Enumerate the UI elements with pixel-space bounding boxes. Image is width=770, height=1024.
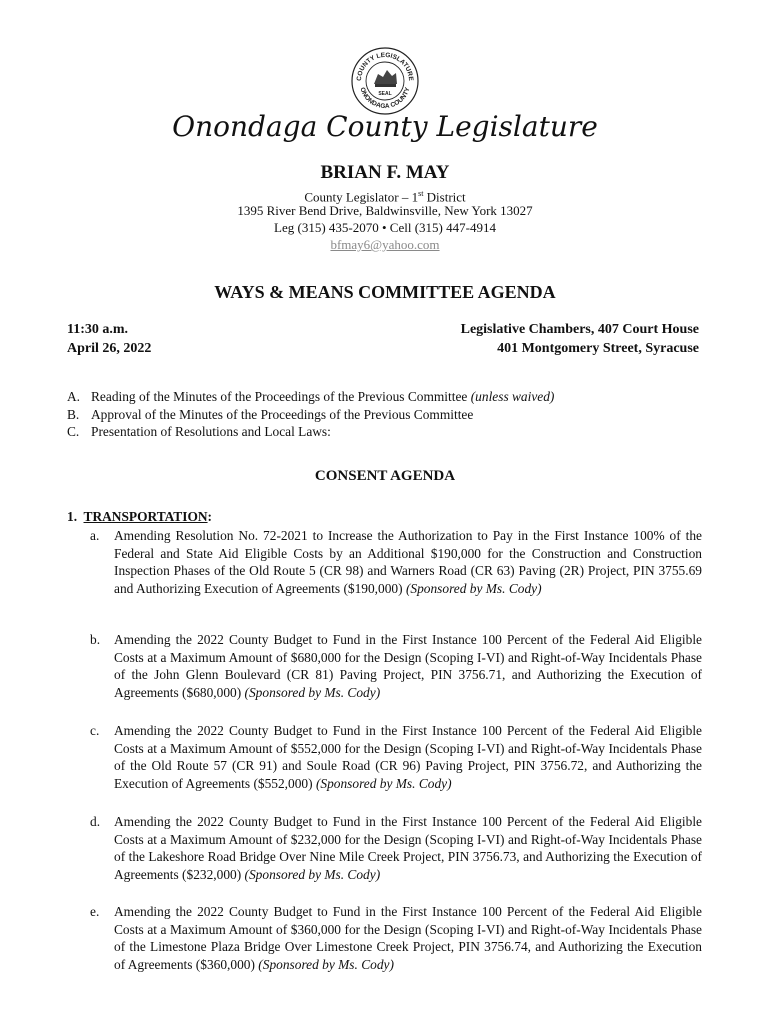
legislator-name: BRIAN F. MAY <box>320 162 450 183</box>
procedure-text: Reading of the Minutes of the Proceedings of the Previous Committee <box>91 389 471 404</box>
item-text: Amending Resolution No. 72-2021 to Increase the Authorization to Pay in the First Instance 100% of the Federal and State Aid Eligible Costs by an Additional $190,000 for the Construction and Construction Inspection Phases of the Old Route 5 (CR 98) and Warners Road (CR 63) Paving (2R) Project, PIN 3755.69 and Authorizing Execution of Agreements ($190,000) <box>114 528 702 596</box>
procedure-note: (unless waived) <box>470 389 555 404</box>
item-sponsor: (Sponsored by Ms. Cody) <box>405 580 542 596</box>
procedure-list <box>67 388 554 441</box>
item-sponsor: (Sponsored by Ms. Cody) <box>258 956 394 972</box>
role-suffix: District <box>423 189 466 205</box>
county-seal-logo <box>350 46 420 116</box>
section-transportation-heading <box>67 509 212 525</box>
consent-agenda-heading: CONSENT AGENDA <box>314 468 456 484</box>
agenda-item <box>90 813 702 883</box>
svg-text:ONONDAGA COUNTY: ONONDAGA COUNTY <box>358 86 412 111</box>
meeting-location <box>461 320 699 358</box>
section-number: 1. <box>67 509 78 524</box>
item-text: Amending the 2022 County Budget to Fund in the First Instance 100 Percent of the Federal Aid Eligible Costs at a Maximum Amount of $680,000 for the Design (Scoping I-VI) and Right-of-Way Incidentals Phase of the John Glenn Boulevard (CR 81) Paving Project, PIN 3756.71, and Authorizing the Execution of Agreements ($680,000) <box>114 632 702 700</box>
item-sponsor: (Sponsored by Ms. Cody) <box>244 684 381 700</box>
procedure-item <box>67 406 554 424</box>
item-text: Amending the 2022 County Budget to Fund in the First Instance 100 Percent of the Federal Aid Eligible Costs at a Maximum Amount of $552,000 for the Design (Scoping I-VI) and Right-of-Way Incidentals Phase of the Old Route 57 (CR 91) and Soule Road (CR 96) Paving Project, PIN 3756.72, and Authorizing the Execution of Agreements ($552,000) <box>114 723 702 791</box>
section-title: TRANSPORTATION <box>83 509 208 524</box>
item-letter: a. <box>90 528 100 543</box>
procedure-item <box>67 388 554 406</box>
legislator-phones: Leg (315) 435-2070 • Cell (315) 447-4914 <box>274 220 496 235</box>
item-letter: d. <box>90 814 101 829</box>
meeting-date: April 26, 2022 <box>67 341 152 356</box>
item-text: Amending the 2022 County Budget to Fund in the First Instance 100 Percent of the Federal Aid Eligible Costs at a Maximum Amount of $360,000 for the Design (Scoping I-VI) and Right-of-Way Incidentals Phase of the Limestone Plaza Bridge Over Limestone Creek Project, PIN 3756.74, and Authorizing the Execution of Agreements ($360,000) <box>114 904 702 972</box>
item-letter: c. <box>90 723 100 738</box>
agenda-item <box>90 722 702 792</box>
agenda-item <box>90 527 702 597</box>
legislator-address: 1395 River Bend Drive, Baldwinsville, New York 13027 <box>237 203 533 218</box>
meeting-time-date <box>67 320 151 358</box>
item-letter: e. <box>90 904 100 919</box>
item-text: Amending the 2022 County Budget to Fund in the First Instance 100 Percent of the Federal Aid Eligible Costs at a Maximum Amount of $232,000 for the Design (Scoping I-VI) and Right-of-Way Incidentals Phase of the Lakeshore Road Bridge Over Nine Mile Creek Project, PIN 3756.73, and Authorizing the Execution of Agreements ($232,000) <box>114 814 702 882</box>
svg-text:COUNTY LEGISLATURE: COUNTY LEGISLATURE <box>355 51 415 82</box>
item-sponsor: (Sponsored by Ms. Cody) <box>244 866 381 882</box>
procedure-letter: A. <box>67 389 81 404</box>
procedure-text: Presentation of Resolutions and Local Laws: <box>91 424 331 439</box>
agenda-item <box>90 631 702 701</box>
agenda-title: WAYS & MEANS COMMITTEE AGENDA <box>214 282 556 302</box>
procedure-text: Approval of the Minutes of the Proceedings of the Previous Committee <box>91 406 474 422</box>
location-line-2: 401 Montgomery Street, Syracuse <box>497 341 699 356</box>
role-sup: st <box>418 189 424 198</box>
item-sponsor: (Sponsored by Ms. Cody) <box>315 775 452 791</box>
email-link[interactable]: bfmay6@yahoo.com <box>330 237 440 252</box>
procedure-letter: C. <box>67 424 80 439</box>
procedure-item <box>67 423 554 441</box>
agenda-item <box>90 903 702 973</box>
email-row <box>0 236 770 253</box>
role-prefix: County Legislator – 1 <box>304 189 419 205</box>
meeting-time: 11:30 a.m. <box>67 322 129 337</box>
section-colon: : <box>207 509 213 524</box>
procedure-letter: B. <box>67 406 80 422</box>
org-title: Onondaga County Legislature <box>172 110 598 143</box>
location-line-1: Legislative Chambers, 407 Court House <box>460 322 699 337</box>
svg-text:SEAL: SEAL <box>378 91 392 97</box>
item-letter: b. <box>90 632 101 647</box>
